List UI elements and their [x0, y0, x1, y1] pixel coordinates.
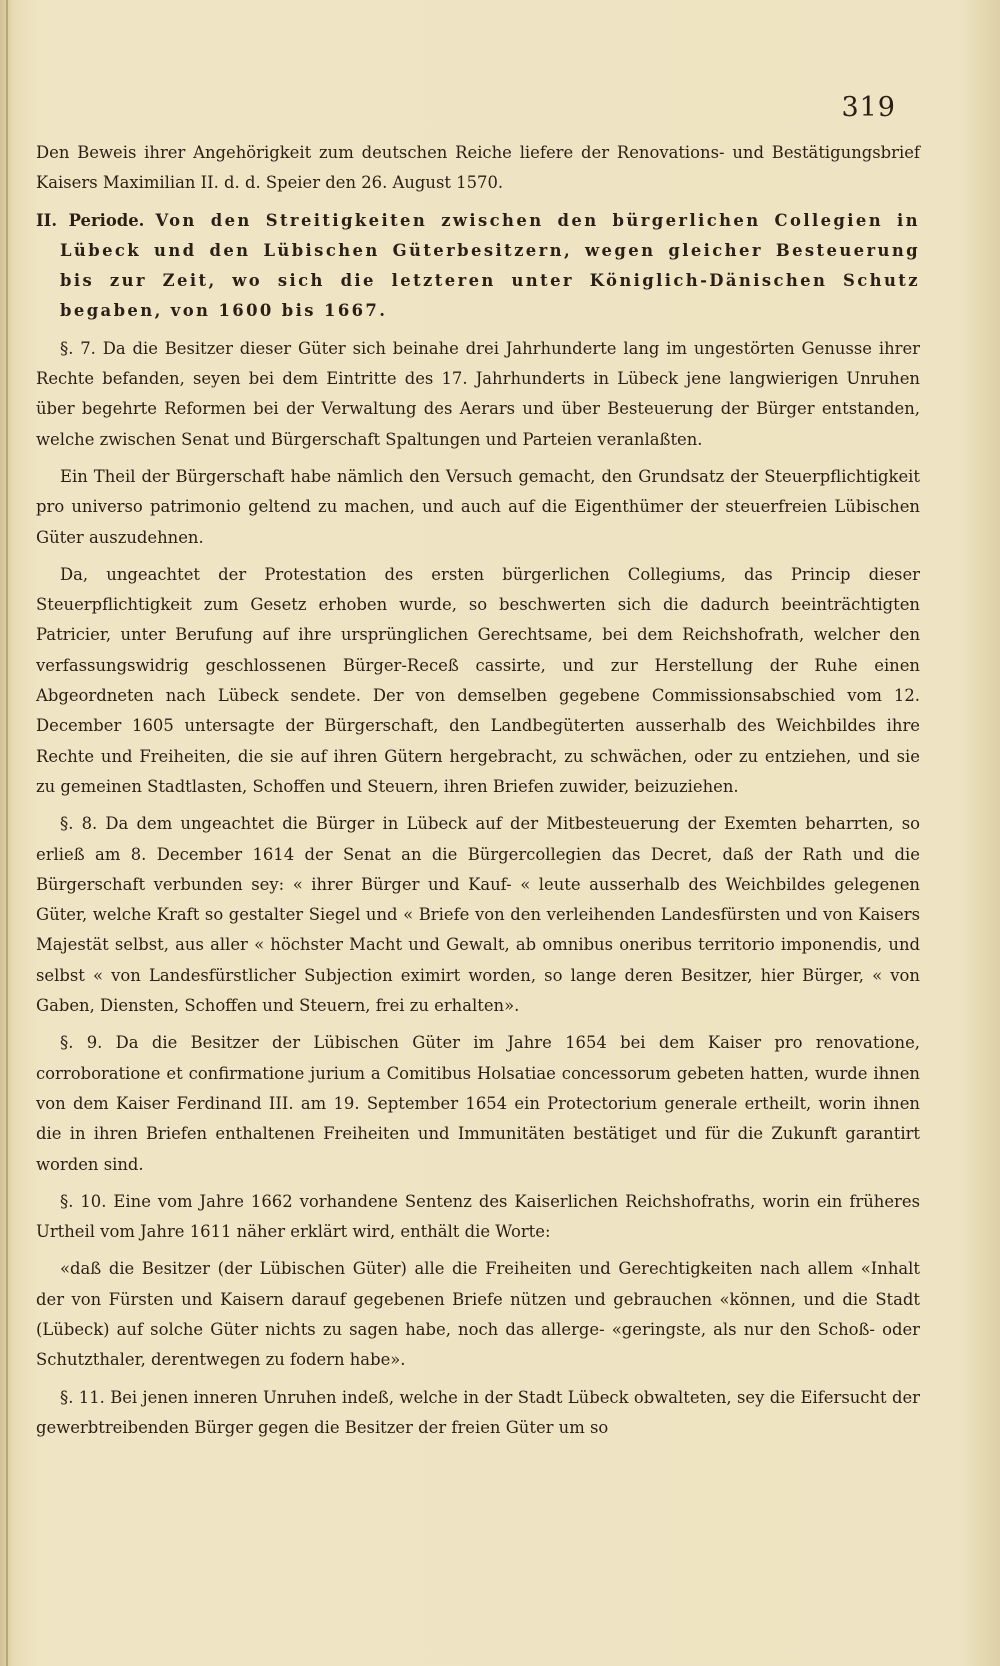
paragraph-intro: Den Beweis ihrer Angehörigkeit zum deutschen Reiche liefere der Renovations- und Bestätigungsbrief Kaisers Maximilian II. d. d. Speier den 26. August 1570.: [36, 143, 920, 193]
section-10: §. 10. Eine vom Jahre 1662 vorhandene Sentenz des Kaiserlichen Reichshofraths, worin ein früheres Urtheil vom Jahre 1611 näher erklärt wird, enthält die Worte:: [36, 1191, 920, 1242]
section-7: §. 7. Da die Besitzer dieser Güter sich beinahe drei Jahrhunderte lang im ungestörten Genusse ihrer Rechte befanden, seyen bei dem Eintritte des 17. Jahrhunderts in Lübeck jene langwierigen Unruhen über begehrte Reformen bei der Verwaltung des Aerars und über Besteuerung der Bürger entstanden, welche zwischen Senat und Bürgerschaft Spaltungen und Parteien veranlaßten.: [36, 338, 920, 449]
quotation: «daß die Besitzer (der Lübischen Güter) alle die Freiheiten und Gerechtigkeiten nach allem «Inhalt der von Fürsten und Kaisern darauf gegebenen Briefe nützen und gebrauchen «können, und die Stadt (Lübeck) auf solche Güter nichts zu sagen habe, noch das allerge- «geringste, als nur den Schoß- oder Schutzthaler, derentwegen zu fodern habe».: [36, 1259, 920, 1370]
period-heading: [36, 206, 920, 327]
section-11: §. 11. Bei jenen inneren Unruhen indeß, welche in der Stadt Lübeck obwalteten, sey die Eifersucht der gewerbtreibenden Bürger gegen die Besitzer der freien Güter um so: [36, 1387, 920, 1437]
paragraph-steuerpflicht: Ein Theil der Bürgerschaft habe nämlich den Versuch gemacht, den Grundsatz der Steuerpflichtigkeit pro universo patrimonio geltend zu machen, und auch auf die Eigenthümer der steuerfreien Lübischen Güter auszudehnen.: [36, 466, 920, 547]
page-body: [36, 138, 920, 1450]
section-8: §. 8. Da dem ungeachtet die Bürger in Lübeck auf der Mitbesteuerung der Exemten beharrten, so erließ am 8. December 1614 der Senat an die Bürgercollegien das Decret, daß der Rath und die Bürgerschaft verbunden sey: « ihrer Bürger und Kauf- « leute ausserhalb des Weichbildes gelegenen Güter, welche Kraft so gestalter Siegel und « Briefe von den verleihenden Landesfürsten und von Kaisers Majestät selbst, aus aller « höchster Macht und Gewalt, ab omnibus oneribus territorio imponendis, und selbst « von Landesfürstlicher Subjection eximirt worden, so lange deren Besitzer, hier Bürger, « von Gaben, Diensten, Schoffen und Steuern, frei zu erhalten».: [36, 814, 920, 1016]
section-9: §. 9. Da die Besitzer der Lübischen Güter im Jahre 1654 bei dem Kaiser pro renovatione, corroboratione et confirmatione jurium a Comitibus Holsatiae concessorum gebeten hatten, wurde ihnen von dem Kaiser Ferdinand III. am 19. September 1654 ein Protectorium generale ertheilt, worin ihnen die in ihren Briefen enthaltenen Freiheiten und Immunitäten bestätiget und für die Zukunft garantirt worden sind.: [36, 1033, 920, 1174]
page-edge: [6, 0, 8, 1666]
period-title: Von den Streitigkeiten zwischen den bürgerlichen Collegien in Lübeck und den Lübischen Güterbesitzern, wegen gleicher Besteuerung bis zur Zeit, wo sich die letzteren unter Königlich-Dänischen Schutz begaben, von 1600 bis 1667.: [60, 210, 920, 321]
page-number: 319: [841, 92, 896, 123]
paragraph-protestation: Da, ungeachtet der Protestation des ersten bürgerlichen Collegiums, das Princip dieser Steuerpflichtigkeit zum Gesetz erhoben wurde, so beschwerten sich die dadurch beeinträchtigten Patricier, unter Berufung auf ihre ursprünglichen Gerechtsame, bei dem Reichshofrath, welcher den verfassungswidrig geschlossenen Bürger-Receß cassirte, und zur Herstellung der Ruhe einen Abgeordneten nach Lübeck sendete. Der von demselben gegebene Commissionsabschied vom 12. December 1605 untersagte der Bürgerschaft, den Landbegüterten ausserhalb des Weichbildes ihre Rechte und Freiheiten, die sie auf ihren Gütern hergebracht, zu schwächen, oder zu entziehen, und sie zu gemeinen Stadtlasten, Schoffen und Steuern, ihren Briefen zuwider, beizuziehen.: [36, 564, 920, 796]
period-label: II. Periode.: [36, 210, 145, 230]
